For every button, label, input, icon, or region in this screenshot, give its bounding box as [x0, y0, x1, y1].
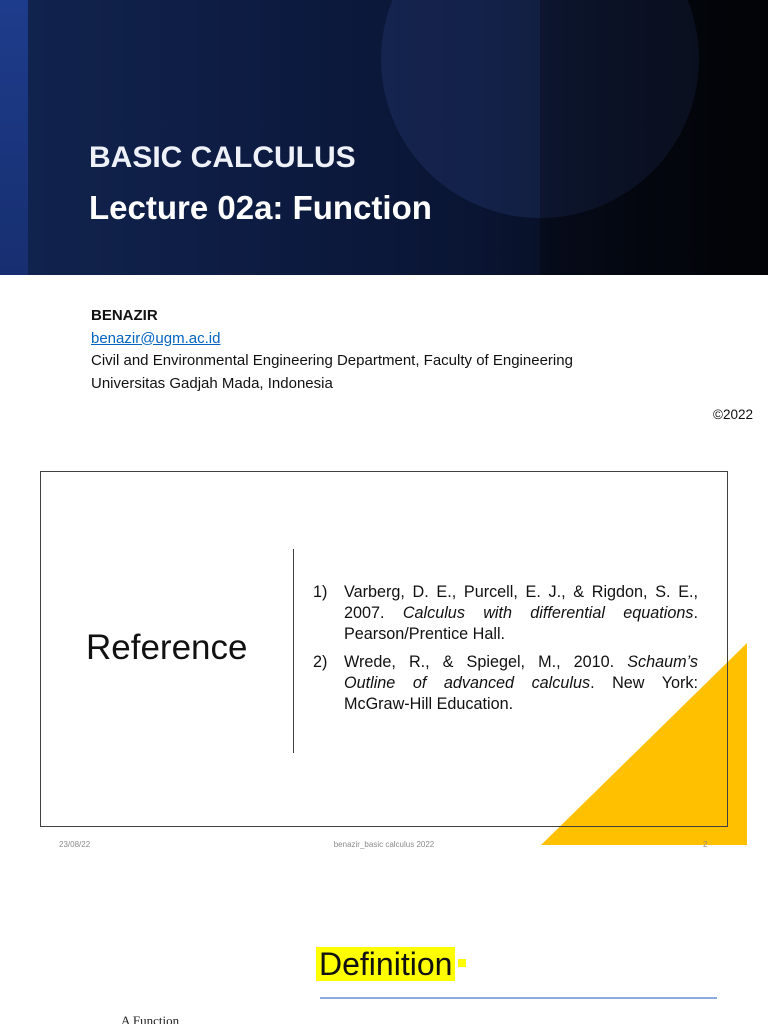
citation-book-title: Schaum’s Outline of advanced calculus: [344, 653, 698, 692]
function-label: A Function: [121, 1013, 180, 1024]
author-university: Universitas Gadjah Mada, Indonesia: [91, 374, 333, 392]
reference-citation: [344, 582, 698, 645]
citation-publisher: . New York: McGraw-Hill Education.: [344, 674, 698, 713]
reference-number: 2): [313, 653, 328, 671]
lecture-title: Lecture 02a: Function: [89, 189, 432, 226]
author-email-link[interactable]: benazir@ugm.ac.id: [91, 329, 221, 347]
reference-list: [313, 582, 698, 722]
citation-authors: Wrede, R., & Spiegel, M., 2010.: [344, 653, 628, 671]
reference-frame: [40, 471, 728, 827]
definition-heading: Definition: [316, 947, 455, 981]
reference-number: 1): [313, 583, 328, 601]
definition-slide: [0, 875, 768, 1024]
slide-page-number: 2: [703, 840, 708, 849]
citation-publisher: . Pearson/Prentice Hall.: [344, 604, 699, 643]
title-banner: [0, 0, 768, 275]
citation-book-title: Calculus with differential equations: [402, 604, 694, 622]
author-info: [91, 305, 573, 395]
course-title: BASIC CALCULUS: [89, 141, 356, 174]
citation-authors: Varberg, D. E., Purcell, E. J., & Rigdon, S. E., 2007.: [344, 583, 698, 622]
reference-item: [313, 652, 698, 715]
slide-footer-date: 23/08/22: [59, 840, 91, 849]
reference-heading: Reference: [86, 628, 248, 667]
reference-item: [313, 582, 698, 645]
reference-citation: [344, 652, 698, 715]
copyright-notice: ©2022: [713, 407, 753, 422]
reference-slide: [0, 445, 768, 860]
vertical-divider: [293, 549, 294, 753]
highlight-tail: [458, 959, 466, 967]
author-department: Civil and Environmental Engineering Department, Faculty of Engineering: [91, 352, 573, 369]
banner-dark-panel: [540, 0, 768, 275]
banner-accent-strip: [0, 0, 28, 275]
slide-footer-title: benazir_basic calculus 2022: [333, 840, 435, 849]
author-name: BENAZIR: [91, 307, 158, 324]
title-slide: [0, 0, 768, 435]
heading-underline-rule: [320, 997, 717, 999]
